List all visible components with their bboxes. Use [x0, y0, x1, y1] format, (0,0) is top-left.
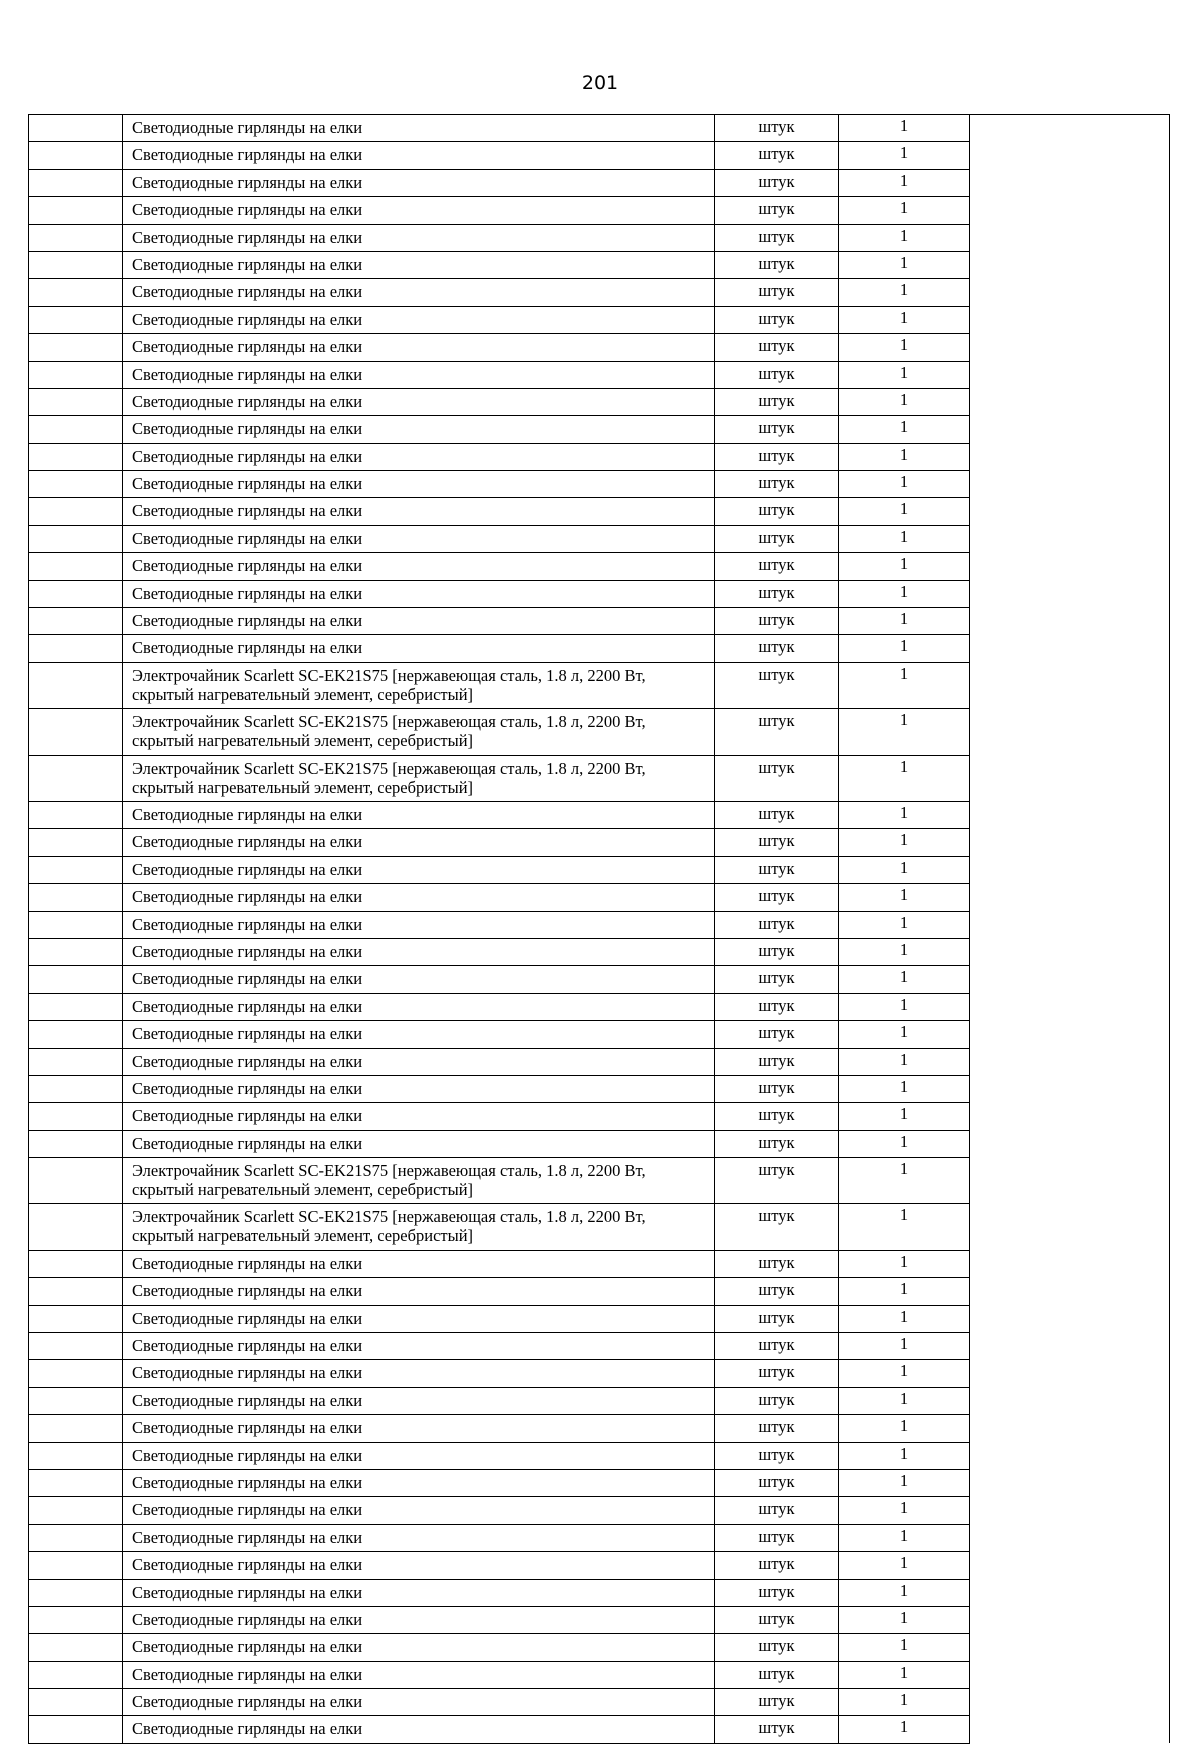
table-row	[29, 115, 1170, 142]
quantity-cell: 1	[839, 115, 970, 142]
item-name-cell: Светодиодные гирлянды на елки	[123, 1305, 715, 1332]
item-name-cell: Светодиодные гирлянды на елки	[123, 1333, 715, 1360]
quantity-cell: 1	[839, 938, 970, 965]
quantity-cell: 1	[839, 1497, 970, 1524]
row-index-cell	[29, 1415, 123, 1442]
quantity-cell: 1	[839, 169, 970, 196]
items-table	[28, 114, 1170, 1744]
row-index-cell	[29, 251, 123, 278]
item-name-cell: Светодиодные гирлянды на елки	[123, 169, 715, 196]
row-index-cell	[29, 306, 123, 333]
quantity-cell: 1	[839, 1075, 970, 1102]
item-name-cell: Светодиодные гирлянды на елки	[123, 306, 715, 333]
unit-cell: штук	[715, 224, 839, 251]
item-name-cell: Светодиодные гирлянды на елки	[123, 1689, 715, 1716]
unit-cell: штук	[715, 1305, 839, 1332]
row-index-cell	[29, 1278, 123, 1305]
item-name-cell: Светодиодные гирлянды на елки	[123, 471, 715, 498]
row-index-cell	[29, 443, 123, 470]
unit-cell: штук	[715, 755, 839, 801]
unit-cell: штук	[715, 1689, 839, 1716]
row-index-cell	[29, 755, 123, 801]
item-name-cell: Светодиодные гирлянды на елки	[123, 142, 715, 169]
quantity-cell: 1	[839, 608, 970, 635]
item-name-cell: Светодиодные гирлянды на елки	[123, 1497, 715, 1524]
quantity-cell: 1	[839, 361, 970, 388]
row-index-cell	[29, 142, 123, 169]
item-name-cell: Светодиодные гирлянды на елки	[123, 115, 715, 142]
quantity-cell: 1	[839, 1634, 970, 1661]
unit-cell: штук	[715, 1130, 839, 1157]
unit-cell: штук	[715, 525, 839, 552]
row-index-cell	[29, 635, 123, 662]
item-name-cell: Светодиодные гирлянды на елки	[123, 334, 715, 361]
quantity-cell: 1	[839, 334, 970, 361]
unit-cell: штук	[715, 993, 839, 1020]
quantity-cell: 1	[839, 525, 970, 552]
row-index-cell	[29, 498, 123, 525]
quantity-cell: 1	[839, 1333, 970, 1360]
item-name-cell: Светодиодные гирлянды на елки	[123, 635, 715, 662]
quantity-cell: 1	[839, 1661, 970, 1688]
unit-cell: штук	[715, 709, 839, 755]
row-index-cell	[29, 334, 123, 361]
row-index-cell	[29, 662, 123, 708]
quantity-cell: 1	[839, 966, 970, 993]
unit-cell: штук	[715, 1103, 839, 1130]
unit-cell: штук	[715, 884, 839, 911]
quantity-cell: 1	[839, 709, 970, 755]
item-name-cell: Электрочайник Scarlett SC-EK21S75 [нержавеющая сталь, 1.8 л, 2200 Вт, скрытый нагревательный элемент, серебристый]	[123, 662, 715, 708]
row-index-cell	[29, 1689, 123, 1716]
item-name-cell: Электрочайник Scarlett SC-EK21S75 [нержавеющая сталь, 1.8 л, 2200 Вт, скрытый нагревательный элемент, серебристый]	[123, 1158, 715, 1204]
unit-cell: штук	[715, 197, 839, 224]
row-index-cell	[29, 1250, 123, 1277]
item-name-cell: Электрочайник Scarlett SC-EK21S75 [нержавеющая сталь, 1.8 л, 2200 Вт, скрытый нагревательный элемент, серебристый]	[123, 709, 715, 755]
quantity-cell: 1	[839, 197, 970, 224]
row-index-cell	[29, 525, 123, 552]
unit-cell: штук	[715, 1048, 839, 1075]
unit-cell: штук	[715, 635, 839, 662]
item-name-cell: Светодиодные гирлянды на елки	[123, 251, 715, 278]
row-index-cell	[29, 1716, 123, 1743]
quantity-cell: 1	[839, 142, 970, 169]
item-name-cell: Светодиодные гирлянды на елки	[123, 856, 715, 883]
row-index-cell	[29, 1442, 123, 1469]
row-index-cell	[29, 361, 123, 388]
quantity-cell: 1	[839, 471, 970, 498]
row-index-cell	[29, 1387, 123, 1414]
unit-cell: штук	[715, 1497, 839, 1524]
quantity-cell: 1	[839, 1360, 970, 1387]
quantity-cell: 1	[839, 1021, 970, 1048]
page-number: 201	[581, 72, 619, 94]
item-name-cell: Светодиодные гирлянды на елки	[123, 1634, 715, 1661]
table-body	[29, 115, 1170, 1744]
quantity-cell: 1	[839, 856, 970, 883]
row-index-cell	[29, 1158, 123, 1204]
quantity-cell: 1	[839, 1716, 970, 1743]
row-index-cell	[29, 608, 123, 635]
item-name-cell: Светодиодные гирлянды на елки	[123, 361, 715, 388]
row-index-cell	[29, 169, 123, 196]
quantity-cell: 1	[839, 1158, 970, 1204]
row-index-cell	[29, 1497, 123, 1524]
item-name-cell: Светодиодные гирлянды на елки	[123, 279, 715, 306]
item-name-cell: Светодиодные гирлянды на елки	[123, 1442, 715, 1469]
row-index-cell	[29, 224, 123, 251]
item-name-cell: Светодиодные гирлянды на елки	[123, 416, 715, 443]
unit-cell: штук	[715, 306, 839, 333]
unit-cell: штук	[715, 115, 839, 142]
quantity-cell: 1	[839, 416, 970, 443]
row-index-cell	[29, 1634, 123, 1661]
quantity-cell: 1	[839, 1048, 970, 1075]
unit-cell: штук	[715, 1158, 839, 1204]
row-index-cell	[29, 279, 123, 306]
quantity-cell: 1	[839, 251, 970, 278]
item-name-cell: Светодиодные гирлянды на елки	[123, 580, 715, 607]
unit-cell: штук	[715, 169, 839, 196]
unit-cell: штук	[715, 662, 839, 708]
item-name-cell: Светодиодные гирлянды на елки	[123, 1130, 715, 1157]
row-index-cell	[29, 1579, 123, 1606]
row-index-cell	[29, 1103, 123, 1130]
unit-cell: штук	[715, 553, 839, 580]
row-index-cell	[29, 1305, 123, 1332]
item-name-cell: Светодиодные гирлянды на елки	[123, 966, 715, 993]
row-index-cell	[29, 938, 123, 965]
row-index-cell	[29, 471, 123, 498]
item-name-cell: Светодиодные гирлянды на елки	[123, 608, 715, 635]
unit-cell: штук	[715, 1415, 839, 1442]
row-index-cell	[29, 1661, 123, 1688]
unit-cell: штук	[715, 1333, 839, 1360]
quantity-cell: 1	[839, 993, 970, 1020]
item-name-cell: Светодиодные гирлянды на елки	[123, 911, 715, 938]
row-index-cell	[29, 1021, 123, 1048]
row-index-cell	[29, 1552, 123, 1579]
item-name-cell: Светодиодные гирлянды на елки	[123, 801, 715, 828]
row-index-cell	[29, 709, 123, 755]
quantity-cell: 1	[839, 443, 970, 470]
row-index-cell	[29, 884, 123, 911]
item-name-cell: Светодиодные гирлянды на елки	[123, 1524, 715, 1551]
item-name-cell: Светодиодные гирлянды на елки	[123, 938, 715, 965]
item-name-cell: Светодиодные гирлянды на елки	[123, 1103, 715, 1130]
quantity-cell: 1	[839, 829, 970, 856]
item-name-cell: Светодиодные гирлянды на елки	[123, 1387, 715, 1414]
row-index-cell	[29, 1360, 123, 1387]
quantity-cell: 1	[839, 1524, 970, 1551]
row-index-cell	[29, 1606, 123, 1633]
unit-cell: штук	[715, 1579, 839, 1606]
quantity-cell: 1	[839, 1278, 970, 1305]
quantity-cell: 1	[839, 279, 970, 306]
quantity-cell: 1	[839, 1305, 970, 1332]
unit-cell: штук	[715, 1250, 839, 1277]
item-name-cell: Светодиодные гирлянды на елки	[123, 1075, 715, 1102]
row-index-cell	[29, 1204, 123, 1250]
unit-cell: штук	[715, 829, 839, 856]
row-index-cell	[29, 966, 123, 993]
unit-cell: штук	[715, 1075, 839, 1102]
unit-cell: штук	[715, 1716, 839, 1743]
row-index-cell	[29, 115, 123, 142]
row-index-cell	[29, 1524, 123, 1551]
row-index-cell	[29, 388, 123, 415]
quantity-cell: 1	[839, 580, 970, 607]
row-index-cell	[29, 856, 123, 883]
unit-cell: штук	[715, 1661, 839, 1688]
item-name-cell: Светодиодные гирлянды на елки	[123, 1552, 715, 1579]
item-name-cell: Светодиодные гирлянды на елки	[123, 443, 715, 470]
row-index-cell	[29, 1333, 123, 1360]
unit-cell: штук	[715, 1552, 839, 1579]
unit-cell: штук	[715, 938, 839, 965]
unit-cell: штук	[715, 471, 839, 498]
item-name-cell: Светодиодные гирлянды на елки	[123, 1415, 715, 1442]
item-name-cell: Светодиодные гирлянды на елки	[123, 498, 715, 525]
unit-cell: штук	[715, 856, 839, 883]
item-name-cell: Светодиодные гирлянды на елки	[123, 1469, 715, 1496]
quantity-cell: 1	[839, 1415, 970, 1442]
item-name-cell: Светодиодные гирлянды на елки	[123, 1360, 715, 1387]
row-index-cell	[29, 1469, 123, 1496]
quantity-cell: 1	[839, 388, 970, 415]
quantity-cell: 1	[839, 1250, 970, 1277]
item-name-cell: Светодиодные гирлянды на елки	[123, 224, 715, 251]
item-name-cell: Светодиодные гирлянды на елки	[123, 525, 715, 552]
item-name-cell: Светодиодные гирлянды на елки	[123, 197, 715, 224]
quantity-cell: 1	[839, 755, 970, 801]
row-index-cell	[29, 1048, 123, 1075]
item-name-cell: Электрочайник Scarlett SC-EK21S75 [нержавеющая сталь, 1.8 л, 2200 Вт, скрытый нагревательный элемент, серебристый]	[123, 755, 715, 801]
item-name-cell: Светодиодные гирлянды на елки	[123, 1278, 715, 1305]
item-name-cell: Светодиодные гирлянды на елки	[123, 1716, 715, 1743]
row-index-cell	[29, 416, 123, 443]
unit-cell: штук	[715, 608, 839, 635]
unit-cell: штук	[715, 966, 839, 993]
quantity-cell: 1	[839, 1689, 970, 1716]
unit-cell: штук	[715, 801, 839, 828]
item-name-cell: Светодиодные гирлянды на елки	[123, 1021, 715, 1048]
unit-cell: штук	[715, 1387, 839, 1414]
item-name-cell: Электрочайник Scarlett SC-EK21S75 [нержавеющая сталь, 1.8 л, 2200 Вт, скрытый нагревательный элемент, серебристый]	[123, 1204, 715, 1250]
quantity-cell: 1	[839, 911, 970, 938]
quantity-cell: 1	[839, 498, 970, 525]
unit-cell: штук	[715, 498, 839, 525]
unit-cell: штук	[715, 1021, 839, 1048]
row-index-cell	[29, 993, 123, 1020]
row-index-cell	[29, 197, 123, 224]
row-index-cell	[29, 1075, 123, 1102]
unit-cell: штук	[715, 1278, 839, 1305]
item-name-cell: Светодиодные гирлянды на елки	[123, 1579, 715, 1606]
quantity-cell: 1	[839, 1130, 970, 1157]
quantity-cell: 1	[839, 1552, 970, 1579]
item-name-cell: Светодиодные гирлянды на елки	[123, 884, 715, 911]
quantity-cell: 1	[839, 553, 970, 580]
row-index-cell	[29, 1130, 123, 1157]
row-index-cell	[29, 801, 123, 828]
quantity-cell: 1	[839, 1579, 970, 1606]
unit-cell: штук	[715, 416, 839, 443]
unit-cell: штук	[715, 1442, 839, 1469]
quantity-cell: 1	[839, 1606, 970, 1633]
note-cell	[970, 115, 1170, 1744]
unit-cell: штук	[715, 361, 839, 388]
unit-cell: штук	[715, 911, 839, 938]
unit-cell: штук	[715, 1204, 839, 1250]
row-index-cell	[29, 553, 123, 580]
unit-cell: штук	[715, 443, 839, 470]
quantity-cell: 1	[839, 635, 970, 662]
item-name-cell: Светодиодные гирлянды на елки	[123, 1250, 715, 1277]
quantity-cell: 1	[839, 1103, 970, 1130]
quantity-cell: 1	[839, 1469, 970, 1496]
row-index-cell	[29, 580, 123, 607]
quantity-cell: 1	[839, 1204, 970, 1250]
row-index-cell	[29, 829, 123, 856]
quantity-cell: 1	[839, 662, 970, 708]
unit-cell: штук	[715, 388, 839, 415]
unit-cell: штук	[715, 580, 839, 607]
item-name-cell: Светодиодные гирлянды на елки	[123, 993, 715, 1020]
unit-cell: штук	[715, 1606, 839, 1633]
row-index-cell	[29, 911, 123, 938]
unit-cell: штук	[715, 1360, 839, 1387]
item-name-cell: Светодиодные гирлянды на елки	[123, 553, 715, 580]
unit-cell: штук	[715, 1469, 839, 1496]
quantity-cell: 1	[839, 884, 970, 911]
unit-cell: штук	[715, 334, 839, 361]
unit-cell: штук	[715, 142, 839, 169]
quantity-cell: 1	[839, 306, 970, 333]
unit-cell: штук	[715, 1524, 839, 1551]
unit-cell: штук	[715, 1634, 839, 1661]
item-name-cell: Светодиодные гирлянды на елки	[123, 829, 715, 856]
item-name-cell: Светодиодные гирлянды на елки	[123, 388, 715, 415]
quantity-cell: 1	[839, 224, 970, 251]
quantity-cell: 1	[839, 1442, 970, 1469]
item-name-cell: Светодиодные гирлянды на елки	[123, 1048, 715, 1075]
unit-cell: штук	[715, 251, 839, 278]
quantity-cell: 1	[839, 1387, 970, 1414]
unit-cell: штук	[715, 279, 839, 306]
quantity-cell: 1	[839, 801, 970, 828]
item-name-cell: Светодиодные гирлянды на елки	[123, 1661, 715, 1688]
item-name-cell: Светодиодные гирлянды на елки	[123, 1606, 715, 1633]
